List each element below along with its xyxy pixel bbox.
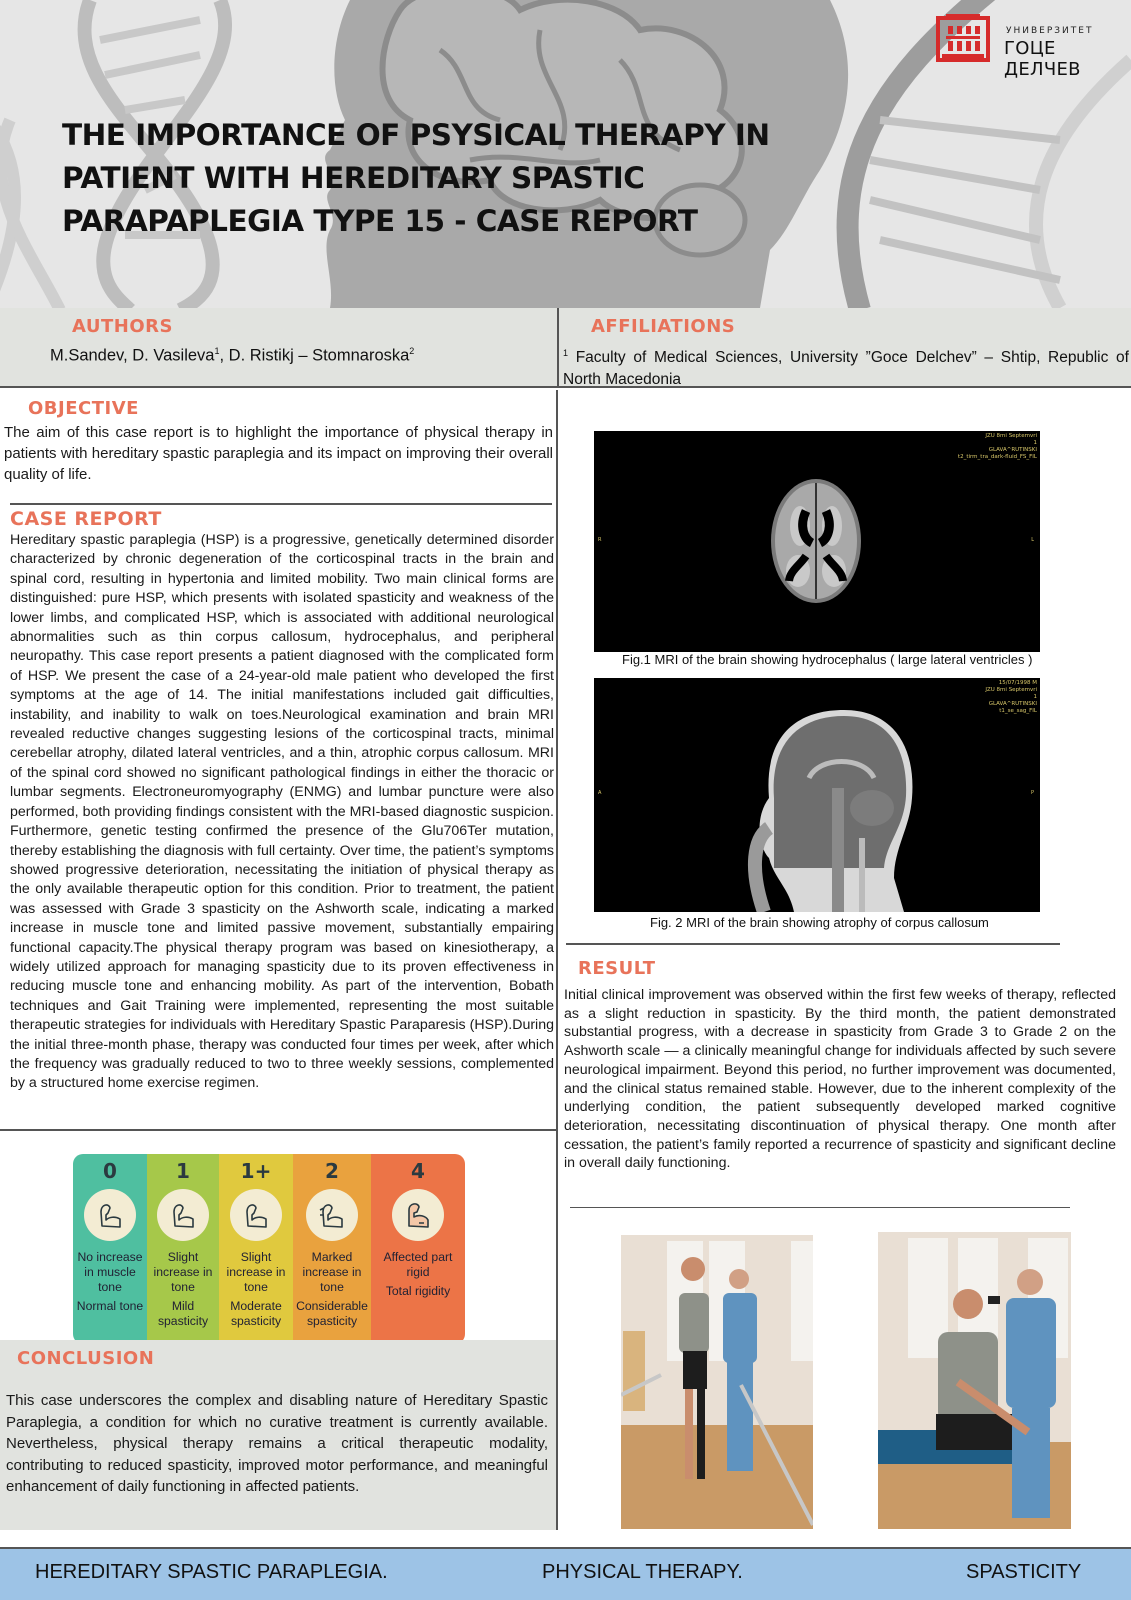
affiliation-superscript: 1 [563,348,569,358]
section-divider [0,1129,556,1131]
section-divider [566,943,1060,945]
university-building-logo-icon [936,12,990,64]
author-superscript: 1 [214,346,220,356]
grade-number: 1 [176,1159,190,1183]
mri-meta-line: 15/07/1998 M [998,680,1037,686]
case-report-heading: CASE REPORT [10,508,162,530]
scale-grade-1 [147,1154,219,1344]
brain-axial-scan [594,431,1040,652]
scale-grade-1-plus [219,1154,293,1344]
mri-meta-line: GLAVA^RUTINSKI [988,701,1037,707]
author-superscript: 2 [409,346,415,356]
poster-header [0,0,1131,308]
result-text: Initial clinical improvement was observed within the first few weeks of therapy, reflected as a slight reduction in spasticity. By the third month, the patient demonstrated substantial progress, with a decrease in spasticity from Grade 3 to Grade 2 on the Ashworth scale — a clinically meaningful change for individuals affected by such severe neurological impairment. Beyond this period, no further improvement was documented, and the clinical status remained stable. However, due to the inherent complexity of the underlying condition, the patient subsequently developed marked cognitive deterioration, necessitating discontinuation of physical therapy. One month after cessation, the patient’s family reported a recurrence of spasticity and significant decline in overall daily functioning. [564,987,1116,1172]
ashworth-scale-infographic [73,1154,465,1344]
grade-description: Affected part rigid [383,1250,453,1279]
conclusion-heading: CONCLUSION [17,1348,155,1369]
arm-relaxed-icon [84,1189,136,1241]
mri-orientation-left: A [598,790,602,796]
right-column [558,390,1131,1530]
figure-1-caption: Fig.1 MRI of the brain showing hydrocephalus ( large lateral ventricles ) [622,652,1033,667]
objective-heading: OBJECTIVE [28,398,139,419]
mri-meta-line: 1 [1033,440,1037,446]
case-report-text: Hereditary spastic paraplegia (HSP) is a progressive, genetically determined disorder characterized by chronic degeneration of the corticospinal tracts in the brain and spinal cord, resulting in hypertonia and limited mobility. Two main clinical forms are distinguished: pure HSP, which presents with isolated spasticity and weakness of the lower limbs, and complicated HSP, which is associated with additional neurological abnormalities such as thin corpus callosum, hydrocephalus, and peripheral neuropathy. This case report presents a patient diagnosed with the complicated form of HSP. We present the case of a 24-year-old male patient who developed the first symptoms at the age of 14. The initial manifestations included gait difficulties, instability, and inability to walk on toes.Neurological examination and brain MRI revealed reductive changes suggesting lesions of the corticospinal tracts, minimal cerebellar atrophy, dilated lateral ventricles, and a thin, atrophic corpus callosum. MRI of the spinal cord showed no significant pathological findings in either the thoracic or lumbar segments. Electroneuromyography (ENMG) and lumbar puncture were also performed, both providing findings consistent with the MRI-based diagnostic suspicion. Furthermore, genetic testing confirmed the presence of the Glu706Ter mutation, thereby establishing the diagnosis with full certainty. Over time, the patient’s symptoms showed progressive deterioration, necessitating the initiation of physical therapy as the only available therapeutic option for this condition. Prior to treatment, the patient was assessed with Grade 3 spasticity on the Ashworth scale, indicating a marked increase in muscle tone and limited passive movement, substantially empairing functional capacity.The physical therapy program was based on kinesiotherapy, a widely utilized approach for managing spasticity due to its proven effectiveness in reducing muscle tone and enhancing mobility. As part of the intervention, Bobath techniques and Gait Training were implemented, representing the most suitable therapeutic strategies for individuals with Hereditary Spastic Paraparesis (HSP).During the initial three-month phase, therapy was conducted four times per week, after which the frequency was gradually reduced to two to three weekly sessions, complemented by a structured home exercise regimen. [10,532,554,1092]
arm-flex-icon [230,1189,282,1241]
author-name: D. Vasileva [132,346,215,365]
mri-meta-line: t1_se_sag_FIL [999,708,1037,714]
scale-grade-4 [371,1154,465,1344]
scale-grade-0 [73,1154,147,1344]
keywords-footer [0,1547,1131,1600]
grade-level: Total rigidity [385,1284,451,1298]
grade-description: Slight increase in tone [226,1250,286,1294]
mri-orientation-right: L [1031,537,1034,543]
gait-training-photo [621,1235,813,1529]
brain-sagittal-scan [594,678,1040,912]
mri-sagittal-image [594,678,1040,912]
grade-number: 4 [411,1159,425,1183]
grade-number: 2 [325,1159,339,1183]
affiliation-text [563,342,1129,391]
grade-number: 1+ [240,1159,272,1183]
affiliations-section [557,308,1131,389]
grade-level: Considerable spasticity [296,1299,368,1328]
scale-grade-2 [293,1154,371,1344]
bobath-therapy-photo [878,1232,1071,1529]
result-heading: RESULT [578,958,656,979]
authors-section [0,308,557,386]
mri-meta-line: GLAVA^RUTINSKI [988,447,1037,453]
section-divider [10,503,552,505]
arm-tense-icon [306,1189,358,1241]
mri-orientation-right: P [1030,790,1034,796]
grade-description: Slight increase in tone [153,1250,213,1294]
university-logo [936,12,1126,80]
arm-slight-flex-icon [157,1189,209,1241]
mri-meta-line: t2_tirm_tra_dark-fluid_FS_FIL [957,454,1037,460]
mri-orientation-left: R [598,537,602,543]
mri-meta-line: 1 [1033,694,1037,700]
objective-text: The aim of this case report is to highlight the importance of physical therapy in patients with hereditary spastic paraplegia and its impact on improving their overall quality of life. [4,424,553,483]
authors-affiliations-bar [0,308,1131,388]
section-divider [570,1207,1070,1208]
mri-axial-image [594,431,1040,652]
authors-list [50,346,414,366]
keyword: PHYSICAL THERAPY. [542,1561,743,1583]
figure-2-caption: Fig. 2 MRI of the brain showing atrophy of corpus callosum [650,915,989,930]
poster-title: THE IMPORTANCE OF PSYSICAL THERAPY IN PATIENT WITH HEREDITARY SPASTIC PARAPAPLEGIA TYPE 15 - CASE REPORT [62,118,770,238]
grade-level: Moderate spasticity [230,1299,282,1328]
grade-description: Marked increase in tone [302,1250,362,1294]
grade-number: 0 [103,1159,117,1183]
left-column [0,390,558,1368]
authors-heading: AUTHORS [72,316,173,337]
grade-level: Mild spasticity [157,1299,209,1328]
affiliation-body: Faculty of Medical Sciences, University ”Goce Delchev” – Shtip, Republic of North Macedonia [563,349,1129,389]
grade-level: Normal tone [76,1299,144,1313]
mri-meta-line: JZU 8mi Septemvri [985,433,1037,439]
author-name: M.Sandev, [50,346,133,365]
conclusion-text: This case underscores the complex and disabling nature of Hereditary Spastic Paraplegia, a condition for which no curative treatment is currently available. Nevertheless, physical therapy remains a critical therapeutic modality, contributing to reduced spasticity, improved motor performance, and meaningful enhancement of daily functioning in affected patients. [6,1392,548,1495]
keyword: HEREDITARY SPASTIC PARAPLEGIA. [35,1561,388,1583]
university-name: ГОЦЕ ДЕЛЧЕВ [1004,38,1081,80]
mri-metadata [985,680,1037,715]
grade-description: No increase in muscle tone [77,1250,143,1294]
affiliations-heading: AFFILIATIONS [591,316,736,337]
mri-metadata [958,433,1037,461]
author-name: , D. Ristikj – Stomnaroska [219,346,410,365]
mri-meta-line: JZU 8mi Septemvri [985,687,1037,693]
conclusion-section [0,1340,558,1530]
arm-rigid-icon [392,1189,444,1241]
university-label: УНИВЕРЗИТЕТ [1006,26,1094,36]
keyword: SPASTICITY [966,1561,1082,1583]
